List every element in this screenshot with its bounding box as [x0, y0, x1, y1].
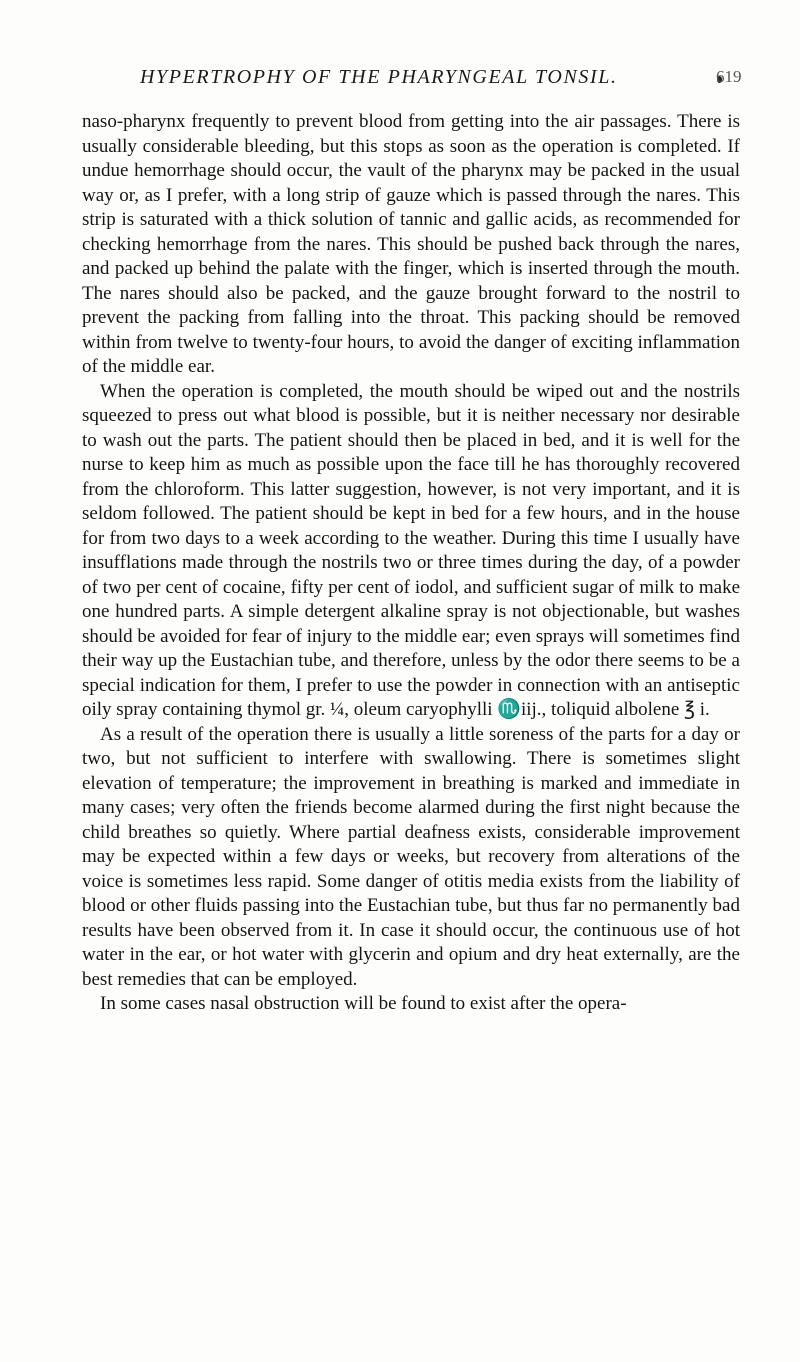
paragraph-nasal-obstruction: In some cases nasal obstruction will be found to exist after the opera- — [100, 993, 627, 1014]
paragraph-results: As a result of the operation there is usually a little soreness of the parts for a day or two, but not sufficient to interfere with swallowing. There is sometimes slight elevation of temperature; the improvement in breathing is marked and immediate in many cases; very often the friends become alarmed during the first night because the child breathes so quietly. Where partial deafness exists, considerable improvement may be expected within a few days or weeks, but recovery from alterations of the voice is sometimes less rapid. Some danger of otitis media exists from the liability of blood or other fluids passing into the Eustachian tube, but thus far no permanently bad results have been observed from it. In case it should occur, the continuous use of hot water in the ear, or hot water with glycerin and opium and dry heat externally, are the best remedies that can be employed. — [82, 723, 740, 990]
body-text — [82, 110, 740, 1017]
running-head: HYPERTROPHY OF THE PHARYNGEAL TONSIL. — [140, 66, 618, 88]
page-header — [0, 66, 800, 90]
page-number: 619 — [716, 67, 742, 86]
paragraph-hemorrhage-packing: naso-pharynx frequently to prevent blood from getting into the air passages. There is usually considerable bleeding, but this stops as soon as the operation is completed. If undue hemorrhage should occur, the vault of the pharynx may be packed in the usual way or, as I prefer, with a long strip of gauze which is passed through the nares. This strip is saturated with a thick solution of tannic and gallic acids, as recommended for checking hemorrhage from the nares. This should be pushed back through the nares, and packed up behind the palate with the finger, which is inserted through the mouth. The nares should also be packed, and the gauze brought forward to the nostril to prevent the packing from falling into the throat. This packing should be removed within from twelve to twenty-four hours, to avoid the danger of exciting inflammation of the middle ear. — [82, 111, 740, 377]
paragraph-aftercare: When the operation is completed, the mouth should be wiped out and the nostrils squeezed to press out what blood is possible, but it is neither necessary nor desirable to wash out the parts. The patient should then be placed in bed, and it is well for the nurse to keep him as much as possible upon the face till he has thoroughly recovered from the chloroform. This latter suggestion, however, is not very important, and it is seldom followed. The patient should be kept in bed for a few hours, and in the house for from two days to a week according to the weather. During this time I usually have insufflations made through the nostrils two or three times during the day, of a powder of two per cent of cocaine, fifty per cent of iodol, and sufficient sugar of milk to make one hundred parts. A simple detergent alkaline spray is not objectionable, but washes should be avoided for fear of injury to the middle ear; even sprays will sometimes find their way up the Eustachian tube, and therefore, unless by the odor there seems to be a special indication for them, I prefer to use the powder in connection with an antiseptic oily spray containing thymol gr. ¼, oleum caryophylli ♏iij., toliquid albolene ℥ i. — [82, 380, 740, 720]
